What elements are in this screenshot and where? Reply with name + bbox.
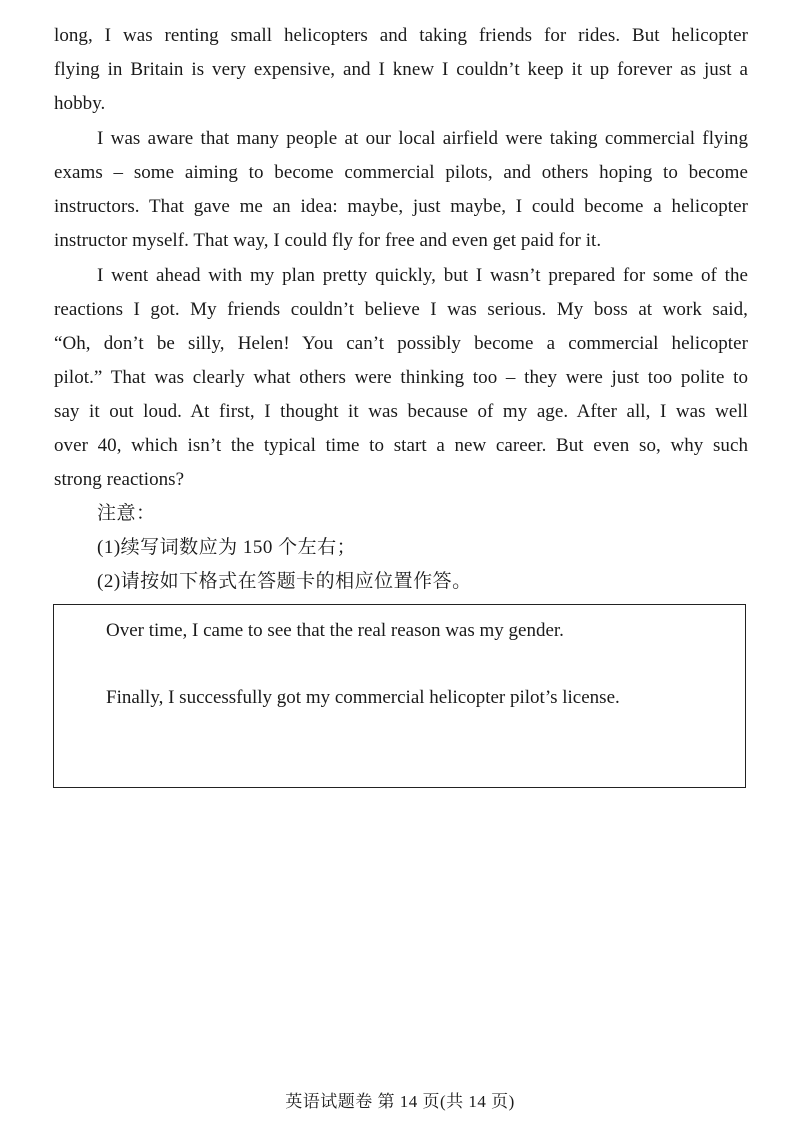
passage-line-12: say it out loud. At first, I thought it was because of my age. After all, I was well	[54, 401, 748, 422]
answer-format-box	[53, 604, 746, 788]
passage-line-7: instructor myself. That way, I could fly for free and even get paid for it.	[54, 230, 602, 251]
passage-line-9: reactions I got. My friends couldn’t believe I was serious. My boss at work said,	[54, 299, 748, 320]
passage-line-6: instructors. That gave me an idea: maybe, just maybe, I could become a helicopter	[54, 196, 748, 217]
passage-line-13: over 40, which isn’t the typical time to start a new career. But even so, why such	[54, 435, 748, 456]
passage-line-8: I went ahead with my plan pretty quickly, but I wasn’t prepared for some of the	[97, 265, 748, 286]
passage-line-4: I was aware that many people at our local airfield were taking commercial flying	[97, 128, 748, 149]
notes-item-2: (2)请按如下格式在答题卡的相应位置作答。	[97, 571, 472, 592]
page-footer: 英语试题卷 第 14 页(共 14 页)	[285, 1092, 515, 1111]
passage-line-5: exams – some aiming to become commercial pilots, and others hoping to become	[54, 162, 748, 183]
paragraph-2-opening: Finally, I successfully got my commercial helicopter pilot’s license.	[106, 687, 620, 708]
passage-line-1: long, I was renting small helicopters and taking friends for rides. But helicopter	[54, 25, 748, 46]
notes-heading: 注意：	[97, 503, 156, 524]
passage-line-10: “Oh, don’t be silly, Helen! You can’t possibly become a commercial helicopter	[54, 333, 748, 354]
paragraph-1-opening: Over time, I came to see that the real reason was my gender.	[106, 620, 564, 641]
passage-line-2: flying in Britain is very expensive, and I knew I couldn’t keep it up forever as just a	[54, 59, 748, 80]
passage-line-11: pilot.” That was clearly what others were thinking too – they were just too polite to	[54, 367, 748, 388]
passage-line-3: hobby.	[54, 93, 106, 114]
passage-line-14: strong reactions?	[54, 469, 185, 490]
notes-item-1: (1)续写词数应为 150 个左右；	[97, 537, 357, 558]
